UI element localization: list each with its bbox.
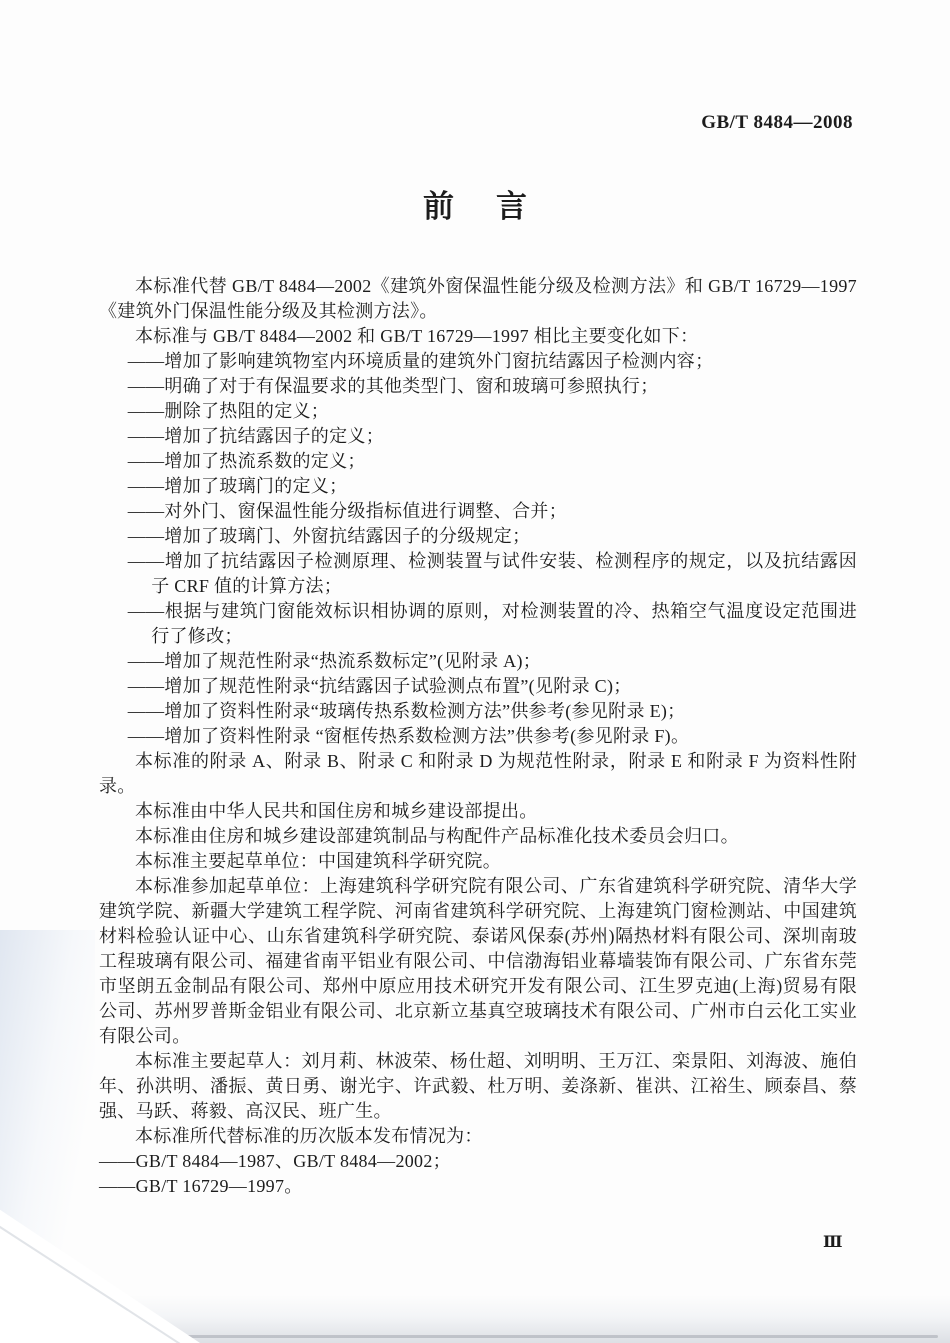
change-list-item: ——增加了资料性附录“玻璃传热系数检测方法”供参考(参见附录 E)； xyxy=(127,701,686,721)
change-list-item: ——增加了规范性附录“热流系数标定”(见附录 A)； xyxy=(127,651,542,671)
version-history-item: ——GB/T 8484—1987、GB/T 8484—2002； xyxy=(99,1151,451,1171)
paragraph-replaces: 本标准代替 GB/T 8484—2002《建筑外窗保温性能分级及检测方法》和 GB/T 16729—1997《建筑外门保温性能分级及其检测方法》。 xyxy=(99,276,857,321)
change-list-item: ——增加了热流系数的定义； xyxy=(127,451,366,471)
change-list-item: ——增加了资料性附录 “窗框传热系数检测方法”供参考(参见附录 F)。 xyxy=(127,726,690,746)
change-list-item: ——明确了对于有保温要求的其他类型门、窗和玻璃可参照执行； xyxy=(127,376,659,396)
paragraph-annexes: 本标准的附录 A、附录 B、附录 C 和附录 D 为规范性附录，附录 E 和附录 F 为资料性附录。 xyxy=(99,751,857,796)
change-list-item: ——增加了影响建筑物室内环境质量的建筑外门窗抗结露因子检测内容； xyxy=(127,351,714,371)
change-list-item: ——增加了玻璃门的定义； xyxy=(127,476,348,496)
change-list-item: ——增加了玻璃门、外窗抗结露因子的分级规定； xyxy=(127,526,531,546)
page-number: Ⅲ xyxy=(823,1234,844,1251)
paragraph-version-history-intro: 本标准所代替标准的历次版本发布情况为： xyxy=(135,1126,483,1146)
change-list-item: ——删除了热阻的定义； xyxy=(127,401,330,421)
change-list-item: ——增加了抗结露因子检测原理、检测装置与试件安装、检测程序的规定，以及抗结露因子 CRF 值的计算方法； xyxy=(127,551,857,596)
paragraph-changes-intro: 本标准与 GB/T 8484—2002 和 GB/T 16729—1997 相比主要变化如下： xyxy=(135,326,699,346)
standard-code: GB/T 8484—2008 xyxy=(701,112,853,133)
change-list-item: ——增加了规范性附录“抗结露因子试验测点布置”(见附录 C)； xyxy=(127,676,632,696)
version-history-item: ——GB/T 16729—1997。 xyxy=(99,1176,303,1196)
page-title: 前言 xyxy=(423,189,569,224)
change-list-item: ——增加了抗结露因子的定义； xyxy=(127,426,384,446)
foreword-body xyxy=(99,274,857,1199)
paragraph-participating-orgs: 本标准参加起草单位：上海建筑科学研究院有限公司、广东省建筑科学研究院、清华大学建筑学院、新疆大学建筑工程学院、河南省建筑科学研究院、上海建筑门窗检测站、中国建筑材料检验认证中心、山东省建筑科学研究院、泰诺风保泰(苏州)隔热材料有限公司、深圳南玻工程玻璃有限公司、福建省南平铝业有限公司、中信渤海铝业幕墙装饰有限公司、广东省东莞市坚朗五金制品有限公司、郑州中原应用技术研究开发有限公司、江生罗克迪(上海)贸易有限公司、苏州罗普斯金铝业有限公司、北京新立基真空玻璃技术有限公司、广州市白云化工实业有限公司。 xyxy=(99,876,857,1046)
change-list-item: ——根据与建筑门窗能效标识相协调的原则，对检测装置的冷、热箱空气温度设定范围进行了修改； xyxy=(127,601,857,646)
paragraph-centralized-by: 本标准由住房和城乡建设部建筑制品与构配件产品标准化技术委员会归口。 xyxy=(135,826,739,846)
change-list-item: ——对外门、窗保温性能分级指标值进行调整、合并； xyxy=(127,501,567,521)
paragraph-chief-drafting-org: 本标准主要起草单位：中国建筑科学研究院。 xyxy=(135,851,501,871)
paragraph-chief-drafters: 本标准主要起草人：刘月莉、林波荣、杨仕超、刘明明、王万江、栾景阳、刘海波、施伯年、孙洪明、潘振、黄日勇、谢光宇、许武毅、杜万明、姜涤新、崔洪、江裕生、顾泰昌、蔡强、马跃、蒋毅、高汉民、班广生。 xyxy=(99,1051,857,1121)
paragraph-proposed-by: 本标准由中华人民共和国住房和城乡建设部提出。 xyxy=(135,801,538,821)
